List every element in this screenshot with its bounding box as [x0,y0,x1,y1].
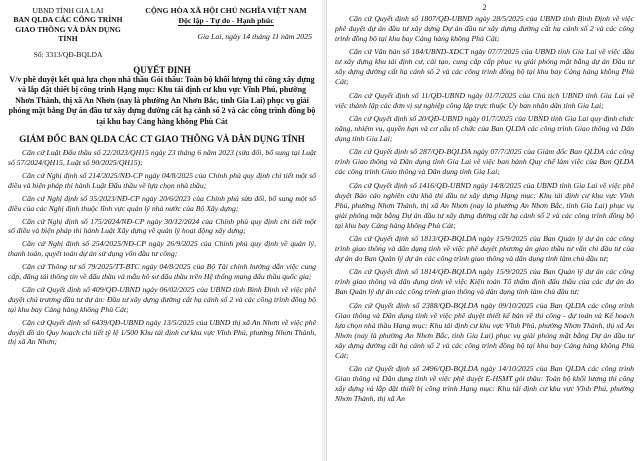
legal-basis-paragraph: Căn cứ Quyết định số 1813/QĐ-BQLDA ngày 15/9/2025 của Ban Quản lý dự án các công trình giao thông và dân dụng tỉnh về việc phê duyệt phương án giao thầu tư vấn chi đầu tư của dự án do Ban Quản lý dự án các công trình giao thông và dân dụng tỉnh làm chủ đầu tư; [335,234,634,264]
page-2 [326,0,640,461]
issuer-heading: GIÁM ĐỐC BAN QLDA CÁC CT GIAO THÔNG VÀ DÂN DỤNG TỈNH [19,134,305,145]
legal-basis-paragraph: Căn cứ Quyết định số 20/QĐ-UBND ngày 01/7/2025 của UBND tỉnh Gia Lai quy định chức năng, nhiệm vụ, quyền hạn và cơ cấu tổ chức của Ban QLDA các công trình Giao thông và Dân dụng tỉnh Gia Lai; [335,113,634,144]
motto-line-2: Độc lập - Tự do - Hạnh phúc [178,15,274,25]
document-subject: V/v phê duyệt kết quả lựa chọn nhà thầu Gói thầu: Toàn bộ khối lượng thi công xây dựng và lắp đặt thiết bị công trình Hạng mục: Khu tái định cư khu vực Vĩnh Phú, phường Nhơn Thành, thị xã An Nhơn (nay là phường An Nhơn Bắc, tỉnh Gia Lai) phục vụ giải phóng mặt bằng Dự án đầu tư xây dựng đường cất hạ cánh số 2 và các công trình đồng bộ tại khu bay Cảng hàng không Phù Cát [8,75,316,126]
agency-line-2: BAN QLDA CÁC CÔNG TRÌNH [13,15,123,25]
agency-line-1: UBND TỈNH GIA LAI [32,6,104,15]
legal-basis-paragraph: Căn cứ Quyết định số 1416/QĐ-UBND ngày 14/8/2025 của UBND tỉnh Gia Lai về việc phê duyệt Báo cáo nghiên cứu khả thi đầu tư xây dựng Hạng mục: Khu tái định cư khu vực Vĩnh Phú, phường Nhơn Thành, thị xã An Nhơn (nay là phường An Nhơn Bắc, tỉnh Gia Lai) phục vụ giải phóng mặt bằng Dự án đầu tư xây dựng đường cất hạ cánh số 2 và các công trình đồng bộ tại khu bay Cảng hàng không Phù Cát; [335,180,634,230]
legal-basis-paragraph: Căn cứ Quyết định số 2388/QĐ-BQLDA ngày 09/10/2025 của Ban QLDA các công trình Giao thông và Dân dụng tỉnh về việc phê duyệt thiết kế bản vẽ thi công - dự toán và Kế hoạch lựa chọn nhà thầu Hạng mục: Khu tái định cư khu vực Vĩnh Phú, phường Nhơn Thành, thị xã An Nhơn (nay là phường An Nhơn Bắc, tỉnh Gia Lai) phục vụ giải phóng mặt bằng Dự án đầu tư xây dựng đường cất hạ cánh số 2 và các công trình đồng bộ tại khu bay Cảng hàng không Phù Cát; [335,300,634,360]
legal-basis-paragraph: Căn cứ Quyết định số 2496/QĐ-BQLDA ngày 14/10/2025 của Ban QLDA các công trình Giao thông và Dân dụng tỉnh về việc phê duyệt E-HSMT gói thầu: Toàn bộ khối lượng thi công xây dựng và lắp đặt thiết bị công trình Hạng mục: Khu tái định cư khu vực Vĩnh Phú, phường Nhơn Thành, thị xã An [335,364,634,404]
legal-basis-paragraph: Căn cứ Quyết định số 409/QĐ-UBND ngày 06/02/2025 của UBND tỉnh Bình Định về việc phê duyệt chủ trương đầu tư dự án: Đầu tư xây dựng đường cất hạ cánh số 2 và các công trình đồng bộ tại khu bay Cảng hàng không Phù Cát; [8,284,316,314]
page-number: 2 [482,3,487,12]
legal-basis-paragraph: Căn cứ Nghị định số 35/2023/NĐ-CP ngày 20/6/2023 của Chính phủ sửa đổi, bổ sung một số điều của các Nghị định thuộc lĩnh vực quản lý nhà nước của Bộ Xây dựng; [8,193,316,213]
legal-basis-paragraph: Căn cứ Nghị định số 254/2025/NĐ-CP ngày 26/9/2025 của Chính phủ quy định về quản lý, thanh toán, quyết toán dự án sử dụng vốn đầu tư công; [8,239,316,259]
legal-basis-list-continued [335,14,634,404]
legal-basis-paragraph: Căn cứ Nghị định số 214/2025/NĐ-CP ngày 04/8/2025 của Chính phủ quy định chi tiết một số điều và biện pháp thi hành Luật Đấu thầu về lựa chọn nhà thầu; [8,170,316,190]
document-title: QUYẾT ĐỊNH [133,65,191,76]
document-number: Số: 3313/QĐ-BQLDA [33,49,103,59]
national-motto [136,6,316,59]
legal-basis-paragraph: Căn cứ Quyết định số 6439/QĐ-UBND ngày 13/5/2025 của UBND thị xã An Nhơn về việc phê duyệt đồ án Quy hoạch chi tiết tỷ lệ 1/500 Khu tái định cư khu vực Vĩnh Phú, phường Nhơn Thành, thị xã An Nhơn; [8,317,316,347]
legal-basis-paragraph: Căn cứ Quyết định số 11/QĐ-UBND ngày 01/7/2025 của Chủ tịch UBND tỉnh Gia Lai về việc thành lập các đơn vị sự nghiệp công lập trực thuộc Ủy ban nhân dân tỉnh Gia Lai; [335,90,634,110]
legal-basis-paragraph: Căn cứ Thông tư số 79/2025/TT-BTC ngày 04/8/2025 của Bộ Tài chính hướng dẫn việc cung cấp, đăng tải thông tin về đấu thầu và mẫu hồ sơ đấu thầu trên Hệ thống mạng đấu thầu quốc gia; [8,262,316,282]
legal-basis-paragraph: Căn cứ Quyết định số 287/QĐ-BQLDA ngày 07/7/2025 của Giám đốc Ban QLDA các công trình Giao thông và Dân dụng tỉnh Gia Lai về việc ban hành Quy chế làm việc của Ban QLDA các công trình Giao thông và Dân dụng tỉnh Gia Lai; [335,147,634,177]
document-header [8,6,316,59]
legal-basis-paragraph: Căn cứ Văn bản số 184/UBND-XDCT ngày 07/7/2025 của UBND tỉnh Gia Lai về việc đầu tư xây dựng khu tái định cư, cải tạo, cung cấp cấp phục vụ giải phóng mặt bằng dự án Đầu tư xây dựng đường cất hạ cánh số 2 và các công trình đồng bộ tại khu bay Cảng hàng không Phù Cát; [335,47,634,87]
motto-line-1: CỘNG HÒA XÃ HỘI CHỦ NGHĨA VIỆT NAM [145,6,307,15]
legal-basis-list [8,148,316,347]
legal-basis-paragraph: Căn cứ Luật Đấu thầu số 22/2023/QH15 ngày 23 tháng 6 năm 2023 (sửa đổi, bổ sung tại Luật số 57/2024/QH15, Luật số 90/2025/QH15); [8,148,316,167]
issuing-agency [8,6,128,59]
legal-basis-paragraph: Căn cứ Nghị định số 175/2024/NĐ-CP ngày 30/12/2024 của Chính phủ quy định chi tiết một số điều và biện pháp thi hành Luật Xây dựng về quản lý hoạt động xây dựng; [8,216,316,236]
legal-basis-paragraph: Căn cứ Quyết định số 1814/QĐ-BQLDA ngày 15/9/2025 của Ban Quản lý dự án các công trình giao thông và dân dụng tỉnh về việc Kiện toàn Tổ thẩm định đấu thầu của các dự án do Ban Quản lý dự án các công trình giao thông và dân dụng tỉnh làm chủ đầu tư; [335,267,634,297]
legal-basis-paragraph: Căn cứ Quyết định số 1807/QĐ-UBND ngày 28/5/2025 của UBND tỉnh Bình Định về việc phê duyệt dự án đầu tư xây dựng Dự án đầu tư xây dựng đường cất hạ cánh số 2 và các công trình đồng bộ tại khu bay Cảng hàng không Phù Cát; [335,14,634,44]
document-date: Gia Lai, ngày 14 tháng 11 năm 2025 [197,32,312,42]
agency-line-3: GIAO THÔNG VÀ DÂN DỤNG TỈNH [15,24,121,44]
